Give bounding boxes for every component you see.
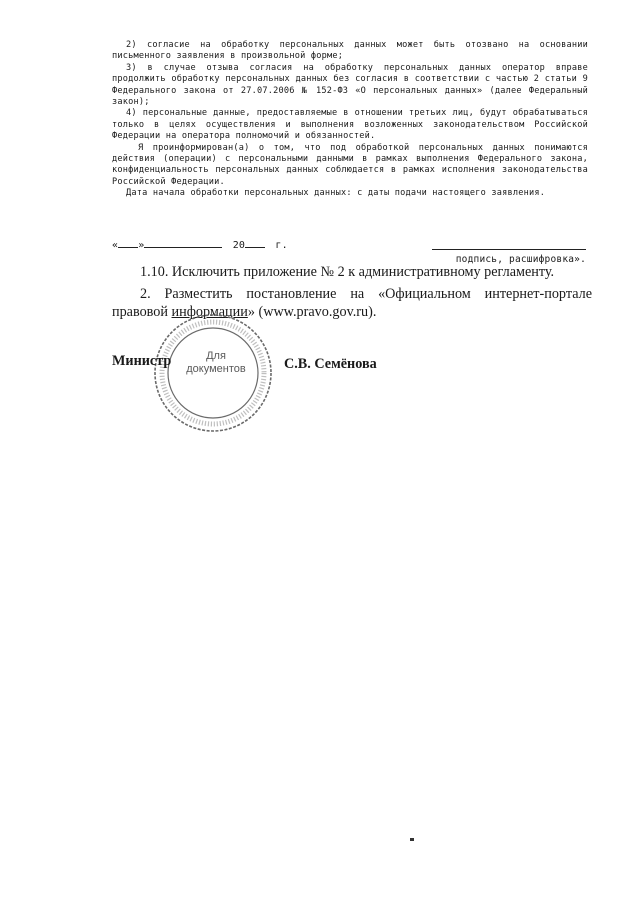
minister-title: Министр	[112, 353, 172, 369]
date-quote-open: «	[112, 240, 119, 251]
signature-underline	[432, 249, 586, 250]
consent-informed: Я проинформирован(а) о том, что под обработкой персональных данных понимаются действия (операции) с персональными данными в рамках выполнения Федерального закона, конфиденциальность персональных данных соблюдается в рамках исполнения законодательства Российской Федерации.	[112, 142, 588, 187]
item-2-text: 2. Разместить постановление на «Официальном интернет-портале правовой	[112, 286, 592, 320]
stamp-label: Для документов	[186, 350, 246, 375]
date-quote-close: »	[138, 240, 145, 251]
item-2-end: » (www.pravo.gov.ru).	[247, 304, 377, 320]
day-blank	[118, 238, 138, 248]
date-suffix: г.	[275, 240, 288, 251]
consent-point-3: 3) в случае отзыва согласия на обработку персональных данных оператор вправе продолжить обработку персональных данных без согласия в соответствии с частью 2 статьи 9 Федерального закона от 27.07.2006 № 152-ФЗ «О персональных данных» (далее Федеральный закон);	[112, 62, 588, 108]
signature-caption: подпись, расшифровка».	[455, 254, 586, 265]
scan-mark	[410, 838, 414, 841]
month-blank	[144, 238, 222, 248]
consent-start-date: Дата начала обработки персональных данных: с даты подачи настоящего заявления.	[126, 188, 546, 199]
date-line	[112, 238, 288, 251]
item-1-10: 1.10. Исключить приложение № 2 к административному регламенту.	[140, 264, 555, 280]
item-2-underlined: информации	[171, 304, 248, 320]
date-year: 20	[232, 240, 246, 251]
year-blank	[245, 238, 265, 248]
consent-point-2: 2) согласие на обработку персональных данных может быть отозвано на основании письменного заявления в произвольной форме;	[112, 40, 588, 62]
consent-text	[112, 40, 588, 200]
minister-name: С.В. Семёнова	[284, 356, 377, 372]
consent-point-4: 4) персональные данные, предоставляемые в отношении третьих лиц, будут обрабатываться только в целях осуществления и выполнения возложенных законодательством Российской Федерации на оператора полномочий и обязанностей.	[112, 108, 588, 142]
